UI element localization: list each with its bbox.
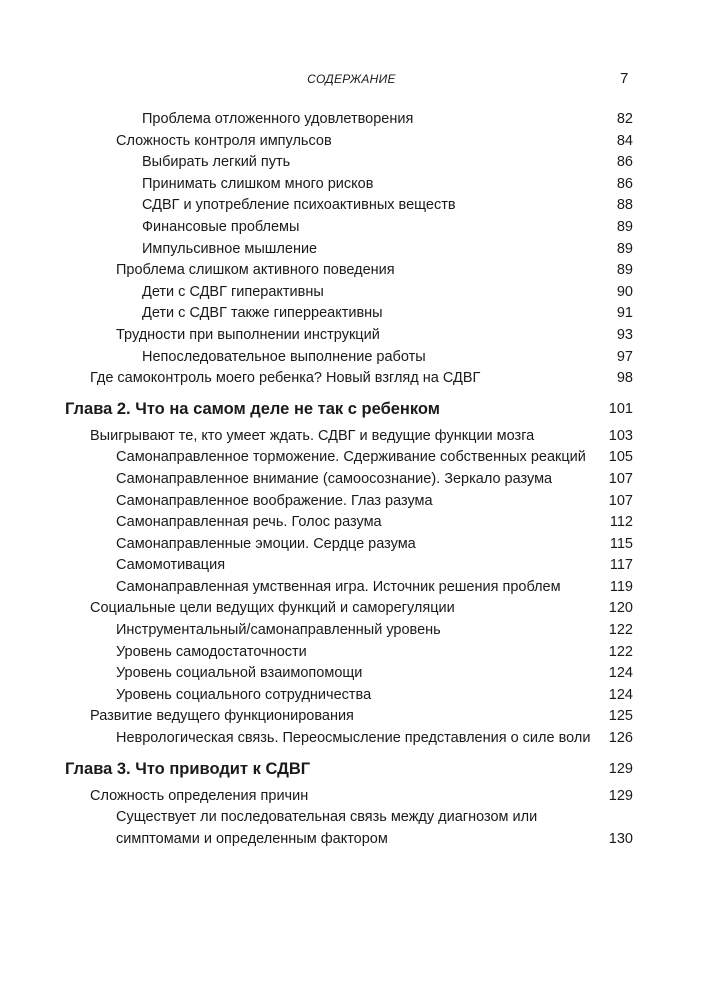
toc-entry[interactable]: [0, 728, 703, 750]
toc-entry-title: СДВГ и употребление психоактивных веществ: [142, 197, 456, 214]
toc-entry-title: Самонаправленное торможение. Сдерживание собственных реакций: [116, 449, 586, 466]
toc-entry-title: Уровень социальной взаимопомощи: [116, 665, 363, 682]
toc-entry[interactable]: [0, 347, 703, 369]
toc-entry-title: Самомотивация: [116, 557, 226, 574]
toc-entry-page: 130: [608, 830, 633, 847]
toc-entry[interactable]: [0, 195, 703, 217]
toc-entry-title: Самонаправленное воображение. Глаз разума: [116, 492, 433, 509]
toc-entry[interactable]: [0, 447, 703, 469]
running-title: СОДЕРЖАНИЕ: [307, 72, 396, 86]
toc-entry-title: Проблема слишком активного поведения: [116, 262, 395, 279]
toc-entry[interactable]: [0, 368, 703, 390]
toc-entry-title: Социальные цели ведущих функций и саморегуляции: [90, 600, 455, 617]
toc-entry[interactable]: [0, 217, 703, 239]
toc-entry-page: 120: [608, 600, 633, 617]
toc-entry-page: 129: [608, 787, 633, 804]
toc-entry[interactable]: [0, 620, 703, 642]
toc-entry-page: 115: [609, 535, 633, 552]
toc-entry[interactable]: [0, 685, 703, 707]
toc-entry-page: 89: [616, 218, 633, 235]
page-number: 7: [620, 70, 629, 87]
toc-chapter-page: 129: [608, 760, 633, 777]
toc-entry-page: 97: [616, 348, 633, 365]
toc-entry-title: Самонаправленная речь. Голос разума: [116, 514, 382, 531]
toc-entry-title: Уровень самодостаточности: [116, 643, 307, 660]
toc-entry-page: 112: [609, 514, 633, 531]
toc-entry[interactable]: [0, 555, 703, 577]
toc-entry-title: Сложность определения причин: [90, 787, 309, 804]
toc-chapter-heading[interactable]: [0, 757, 703, 781]
toc-entry-page: 88: [616, 197, 633, 214]
toc-entry-title: Дети с СДВГ также гиперреактивны: [142, 305, 383, 322]
toc-entry-title: Сложность контроля импульсов: [116, 132, 332, 149]
toc-entry-page: 89: [616, 262, 633, 279]
toc-entry[interactable]: [0, 807, 703, 850]
table-of-contents: [0, 109, 703, 850]
toc-entry[interactable]: [0, 786, 703, 808]
toc-entry[interactable]: [0, 131, 703, 153]
toc-entry-title: Самонаправленные эмоции. Сердце разума: [116, 535, 416, 552]
toc-entry-title: Трудности при выполнении инструкций: [116, 326, 380, 343]
toc-entry[interactable]: [0, 577, 703, 599]
toc-entry-title: Неврологическая связь. Переосмысление представления о силе воли: [116, 730, 591, 747]
toc-entry-page: 119: [609, 578, 633, 595]
toc-entry-page: 93: [616, 326, 633, 343]
toc-entry-page: 117: [609, 557, 633, 574]
toc-entry[interactable]: [0, 512, 703, 534]
toc-entry-title: Проблема отложенного удовлетворения: [142, 111, 414, 127]
toc-entry[interactable]: [0, 303, 703, 325]
toc-entry-title: Самонаправленная умственная игра. Источник решения проблем: [116, 578, 561, 595]
toc-entry-page: 124: [608, 686, 633, 703]
toc-entry-page: 122: [608, 643, 633, 660]
toc-entry-page: 89: [616, 240, 633, 257]
toc-entry-page: 126: [608, 730, 633, 747]
toc-entry[interactable]: [0, 706, 703, 728]
toc-entry[interactable]: [0, 469, 703, 491]
toc-entry-page: 98: [616, 370, 633, 387]
toc-entry[interactable]: [0, 663, 703, 685]
toc-chapter-heading[interactable]: [0, 397, 703, 421]
toc-entry-page: 86: [616, 175, 633, 192]
toc-entry-page: 107: [608, 470, 633, 487]
toc-entry-page: 107: [608, 492, 633, 509]
toc-entry-page: 91: [616, 305, 633, 322]
toc-entry-page: 90: [616, 283, 633, 300]
toc-entry[interactable]: [0, 642, 703, 664]
page-header: [0, 70, 703, 90]
toc-entry-page: 82: [616, 111, 633, 127]
toc-entry-page: 122: [608, 622, 633, 639]
toc-entry-title: Импульсивное мышление: [142, 240, 318, 257]
toc-entry[interactable]: [0, 534, 703, 556]
toc-entry[interactable]: [0, 239, 703, 261]
toc-entry-title: Развитие ведущего функционирования: [90, 708, 354, 725]
toc-entry-title: Существует ли последовательная связь между диагнозом или симптомами и определенным фактором: [116, 809, 538, 847]
toc-entry-title: Выбирать легкий путь: [142, 154, 291, 171]
toc-entry[interactable]: [0, 260, 703, 282]
toc-entry-page: 103: [608, 427, 633, 444]
toc-entry[interactable]: [0, 174, 703, 196]
toc-entry-page: 105: [608, 449, 633, 466]
toc-entry[interactable]: [0, 491, 703, 513]
toc-entry-title: Выигрывают те, кто умеет ждать. СДВГ и ведущие функции мозга: [90, 427, 535, 444]
toc-entry-title: Где самоконтроль моего ребенка? Новый взгляд на СДВГ: [90, 370, 481, 387]
toc-entry-title: Уровень социального сотрудничества: [116, 686, 372, 703]
toc-entry-title: Самонаправленное внимание (самоосознание). Зеркало разума: [116, 470, 553, 487]
toc-entry[interactable]: [0, 282, 703, 304]
toc-entry[interactable]: [0, 152, 703, 174]
toc-entry[interactable]: [0, 325, 703, 347]
toc-chapter-title: Глава 3. Что приводит к СДВГ: [65, 759, 311, 778]
toc-chapter-page: 101: [608, 400, 633, 417]
toc-entry-page: 125: [608, 708, 633, 725]
toc-chapter-title: Глава 2. Что на самом деле не так с ребенком: [65, 399, 441, 418]
toc-entry-title: Инструментальный/самонаправленный уровень: [116, 622, 441, 639]
toc-entry[interactable]: [0, 426, 703, 448]
toc-entry[interactable]: [0, 109, 703, 131]
toc-entry[interactable]: [0, 598, 703, 620]
toc-entry-page: 124: [608, 665, 633, 682]
toc-entry-page: 84: [616, 132, 633, 149]
toc-entry-title: Дети с СДВГ гиперактивны: [142, 283, 324, 300]
toc-entry-title: Непоследовательное выполнение работы: [142, 348, 426, 365]
toc-entry-title: Принимать слишком много рисков: [142, 175, 374, 192]
toc-entry-title: Финансовые проблемы: [142, 218, 300, 235]
toc-entry-page: 86: [616, 154, 633, 171]
